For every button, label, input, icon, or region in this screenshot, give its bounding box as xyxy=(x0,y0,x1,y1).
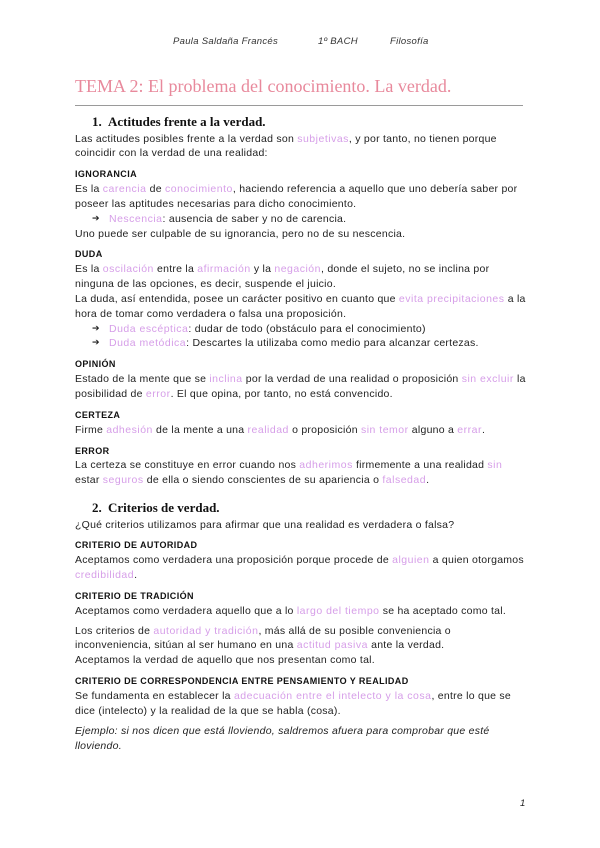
text-run: ante la verdad. xyxy=(367,639,445,652)
highlighted-term: adhesión xyxy=(106,423,153,436)
text-line xyxy=(75,624,575,639)
highlighted-term: sin temor xyxy=(360,423,409,436)
text-run: Los criterios de xyxy=(75,624,154,637)
highlighted-term: subjetivas xyxy=(297,132,349,145)
paragraph xyxy=(75,553,575,583)
text-run: , más allá de su posible conveniencia o xyxy=(258,624,451,637)
highlighted-term: seguros xyxy=(102,474,144,487)
text-line xyxy=(75,372,575,387)
course-label: 1º BACH xyxy=(318,36,358,47)
term-heading: IGNORANCIA xyxy=(75,169,137,180)
highlighted-term: inclina xyxy=(209,373,243,386)
text-run: , donde el sujeto, no se inclina por xyxy=(320,263,490,276)
text-run: : Descartes la utilizaba como medio para alcanzar certezas. xyxy=(186,337,479,350)
section-heading xyxy=(75,500,575,516)
paragraph xyxy=(75,458,575,488)
term-heading: DUDA xyxy=(75,249,103,260)
section-number: 1. xyxy=(92,114,102,129)
text-run: hora de tomar como verdadera o falsa una proposición. xyxy=(75,307,347,320)
text-line xyxy=(75,653,575,668)
text-run: La certeza se constituye en error cuando nos xyxy=(75,459,300,472)
text-line xyxy=(75,197,575,212)
text-run: dice (intelecto) y la realidad de la que se habla (cosa). xyxy=(75,704,341,717)
paragraph xyxy=(75,624,575,669)
text-run: Es la xyxy=(75,183,103,196)
text-line xyxy=(109,212,575,227)
highlighted-term: alguien xyxy=(392,554,430,567)
text-run: . El que opina, por tanto, no está convencido. xyxy=(170,388,393,400)
subject-label: Filosofía xyxy=(390,36,429,47)
highlighted-term: evita precipitaciones xyxy=(398,292,505,305)
bullet-item xyxy=(75,322,575,337)
text-line xyxy=(109,336,575,351)
author-name: Paula Saldaña Francés xyxy=(173,36,279,47)
text-line xyxy=(75,307,575,322)
arrow-right-icon xyxy=(92,322,100,337)
paragraph xyxy=(75,604,575,619)
text-line xyxy=(75,473,575,488)
text-run: ninguna de las opciones, es decir, suspende el juicio. xyxy=(75,278,336,291)
paragraph xyxy=(75,372,575,402)
text-run: a quien otorgamos xyxy=(429,554,524,567)
text-run: La duda, así entendida, posee un carácter positivo en cuanto que xyxy=(75,292,399,305)
text-run: Aceptamos como verdadera una proposición porque procede de xyxy=(75,554,393,567)
text-run: poseer las aptitudes necesarias para dicho conocimiento. xyxy=(75,197,357,210)
paragraph xyxy=(75,262,575,321)
highlighted-term: largo del tiempo xyxy=(296,604,380,617)
text-run: : dudar de todo (obstáculo para el conocimiento) xyxy=(188,322,426,335)
paragraph xyxy=(75,423,575,438)
text-run: entre la xyxy=(153,263,198,276)
text-run: . xyxy=(134,569,138,582)
text-line xyxy=(75,387,575,402)
text-run: lloviendo. xyxy=(75,739,122,752)
text-run: se ha aceptado como tal. xyxy=(379,604,507,617)
highlighted-term: sin xyxy=(487,459,503,472)
text-line xyxy=(75,704,575,719)
arrow-right-icon xyxy=(92,336,100,351)
term-heading: OPINIÓN xyxy=(75,359,116,370)
paragraph xyxy=(75,227,575,242)
text-line xyxy=(75,146,575,161)
term-heading: ERROR xyxy=(75,445,110,456)
text-run: a la xyxy=(504,292,526,305)
text-run: por la verdad de una realidad o proposición xyxy=(242,373,462,386)
text-line xyxy=(75,689,575,704)
text-line xyxy=(75,292,575,307)
term-heading: CRITERIO DE TRADICIÓN xyxy=(75,590,194,601)
highlighted-term: Duda metódica xyxy=(109,337,187,350)
highlighted-term: actitud pasiva xyxy=(296,639,368,652)
text-line xyxy=(75,553,575,568)
section-title: Actitudes frente a la verdad. xyxy=(108,114,266,129)
text-run: de xyxy=(146,183,165,196)
paragraph xyxy=(75,689,575,719)
section-heading xyxy=(75,114,575,130)
text-run: estar xyxy=(75,474,103,487)
section-title: Criterios de verdad. xyxy=(108,500,220,516)
document-body xyxy=(75,114,575,753)
bullet-item xyxy=(75,212,575,227)
text-run: Es la xyxy=(75,263,103,276)
highlighted-term: autoridad y tradición xyxy=(153,624,259,637)
text-run: , entre lo que se xyxy=(431,690,512,702)
highlighted-term: adecuación entre el intelecto y la cosa xyxy=(233,690,432,702)
text-line xyxy=(75,227,575,242)
text-line xyxy=(75,423,575,438)
text-line xyxy=(75,182,575,197)
arrow-right-icon xyxy=(92,212,100,227)
text-run: de ella o siendo conscientes de su apariencia o xyxy=(143,474,383,487)
text-run: coincidir con la verdad de una realidad: xyxy=(75,147,268,160)
document-title: TEMA 2: El problema del conocimiento. La verdad. xyxy=(75,76,452,96)
highlighted-term: Nescencia xyxy=(109,212,163,225)
text-run: Estado de la mente que se xyxy=(75,373,210,386)
text-run: Firme xyxy=(75,423,107,436)
text-run: Las actitudes posibles frente a la verdad son xyxy=(75,132,298,145)
highlighted-term: credibilidad xyxy=(75,569,135,582)
text-line xyxy=(75,604,575,619)
text-run: : ausencia de saber y no de carencia. xyxy=(162,212,347,225)
paragraph xyxy=(75,132,575,162)
text-run: y la xyxy=(250,263,275,276)
text-run: posibilidad de xyxy=(75,388,146,400)
highlighted-term: carencia xyxy=(102,183,147,196)
bullet-item xyxy=(75,336,575,351)
highlighted-term: realidad xyxy=(247,423,289,436)
text-run: la xyxy=(513,373,526,386)
text-line xyxy=(75,739,575,754)
text-run: firmemente a una realidad xyxy=(352,459,488,472)
page-number: 1 xyxy=(520,798,526,809)
text-run: Aceptamos como verdadera aquello que a lo xyxy=(75,604,297,617)
text-line xyxy=(75,458,575,473)
text-run: o proposición xyxy=(288,423,361,436)
highlighted-term: adherimos xyxy=(299,459,353,472)
text-line xyxy=(75,262,575,277)
text-line xyxy=(75,638,575,653)
text-run: ¿Qué criterios utilizamos para afirmar que una realidad es verdadera o falsa? xyxy=(75,518,455,531)
highlighted-term: error xyxy=(145,388,171,400)
section-number: 2. xyxy=(92,500,102,516)
text-line xyxy=(75,518,575,533)
text-run: inconveniencia, sitúan al ser humano en una xyxy=(75,639,297,652)
section-2 xyxy=(75,500,575,753)
text-run: Ejemplo: si nos dicen que está lloviendo, saldremos afuera para comprobar que esté xyxy=(75,724,490,737)
text-line xyxy=(75,724,575,739)
text-run: Aceptamos la verdad de aquello que nos presentan como tal. xyxy=(75,654,375,667)
text-run: alguno a xyxy=(408,423,458,436)
text-run: . xyxy=(481,423,486,436)
highlighted-term: errar xyxy=(457,423,482,436)
text-run: . xyxy=(426,474,430,487)
text-line xyxy=(75,568,575,583)
highlighted-term: afirmación xyxy=(197,263,251,276)
term-heading: CERTEZA xyxy=(75,409,121,420)
text-line xyxy=(75,132,575,147)
text-run: , y por tanto, no tienen porque xyxy=(348,132,497,145)
highlighted-term: negación xyxy=(274,263,321,276)
text-line xyxy=(75,277,575,292)
text-run: Uno puede ser culpable de su ignorancia, pero no de su nescencia. xyxy=(75,227,406,240)
term-heading: CRITERIO DE AUTORIDAD xyxy=(75,540,198,551)
highlighted-term: sin excluir xyxy=(461,373,514,386)
highlighted-term: conocimiento xyxy=(164,183,233,196)
text-run: Se fundamenta en establecer la xyxy=(75,690,234,702)
paragraph xyxy=(75,518,575,533)
text-line xyxy=(109,322,575,337)
section-1 xyxy=(75,114,575,488)
text-run: de la mente a una xyxy=(152,423,248,436)
highlighted-term: Duda escéptica xyxy=(109,322,189,335)
title-divider xyxy=(75,105,523,106)
term-heading: CRITERIO DE CORRESPONDENCIA ENTRE PENSAMIENTO Y REALIDAD xyxy=(75,676,409,687)
text-run: , haciendo referencia a aquello que uno debería saber por xyxy=(232,183,518,196)
highlighted-term: falsedad xyxy=(382,474,427,487)
highlighted-term: oscilación xyxy=(102,263,154,276)
example-note xyxy=(75,724,575,754)
paragraph xyxy=(75,182,575,212)
